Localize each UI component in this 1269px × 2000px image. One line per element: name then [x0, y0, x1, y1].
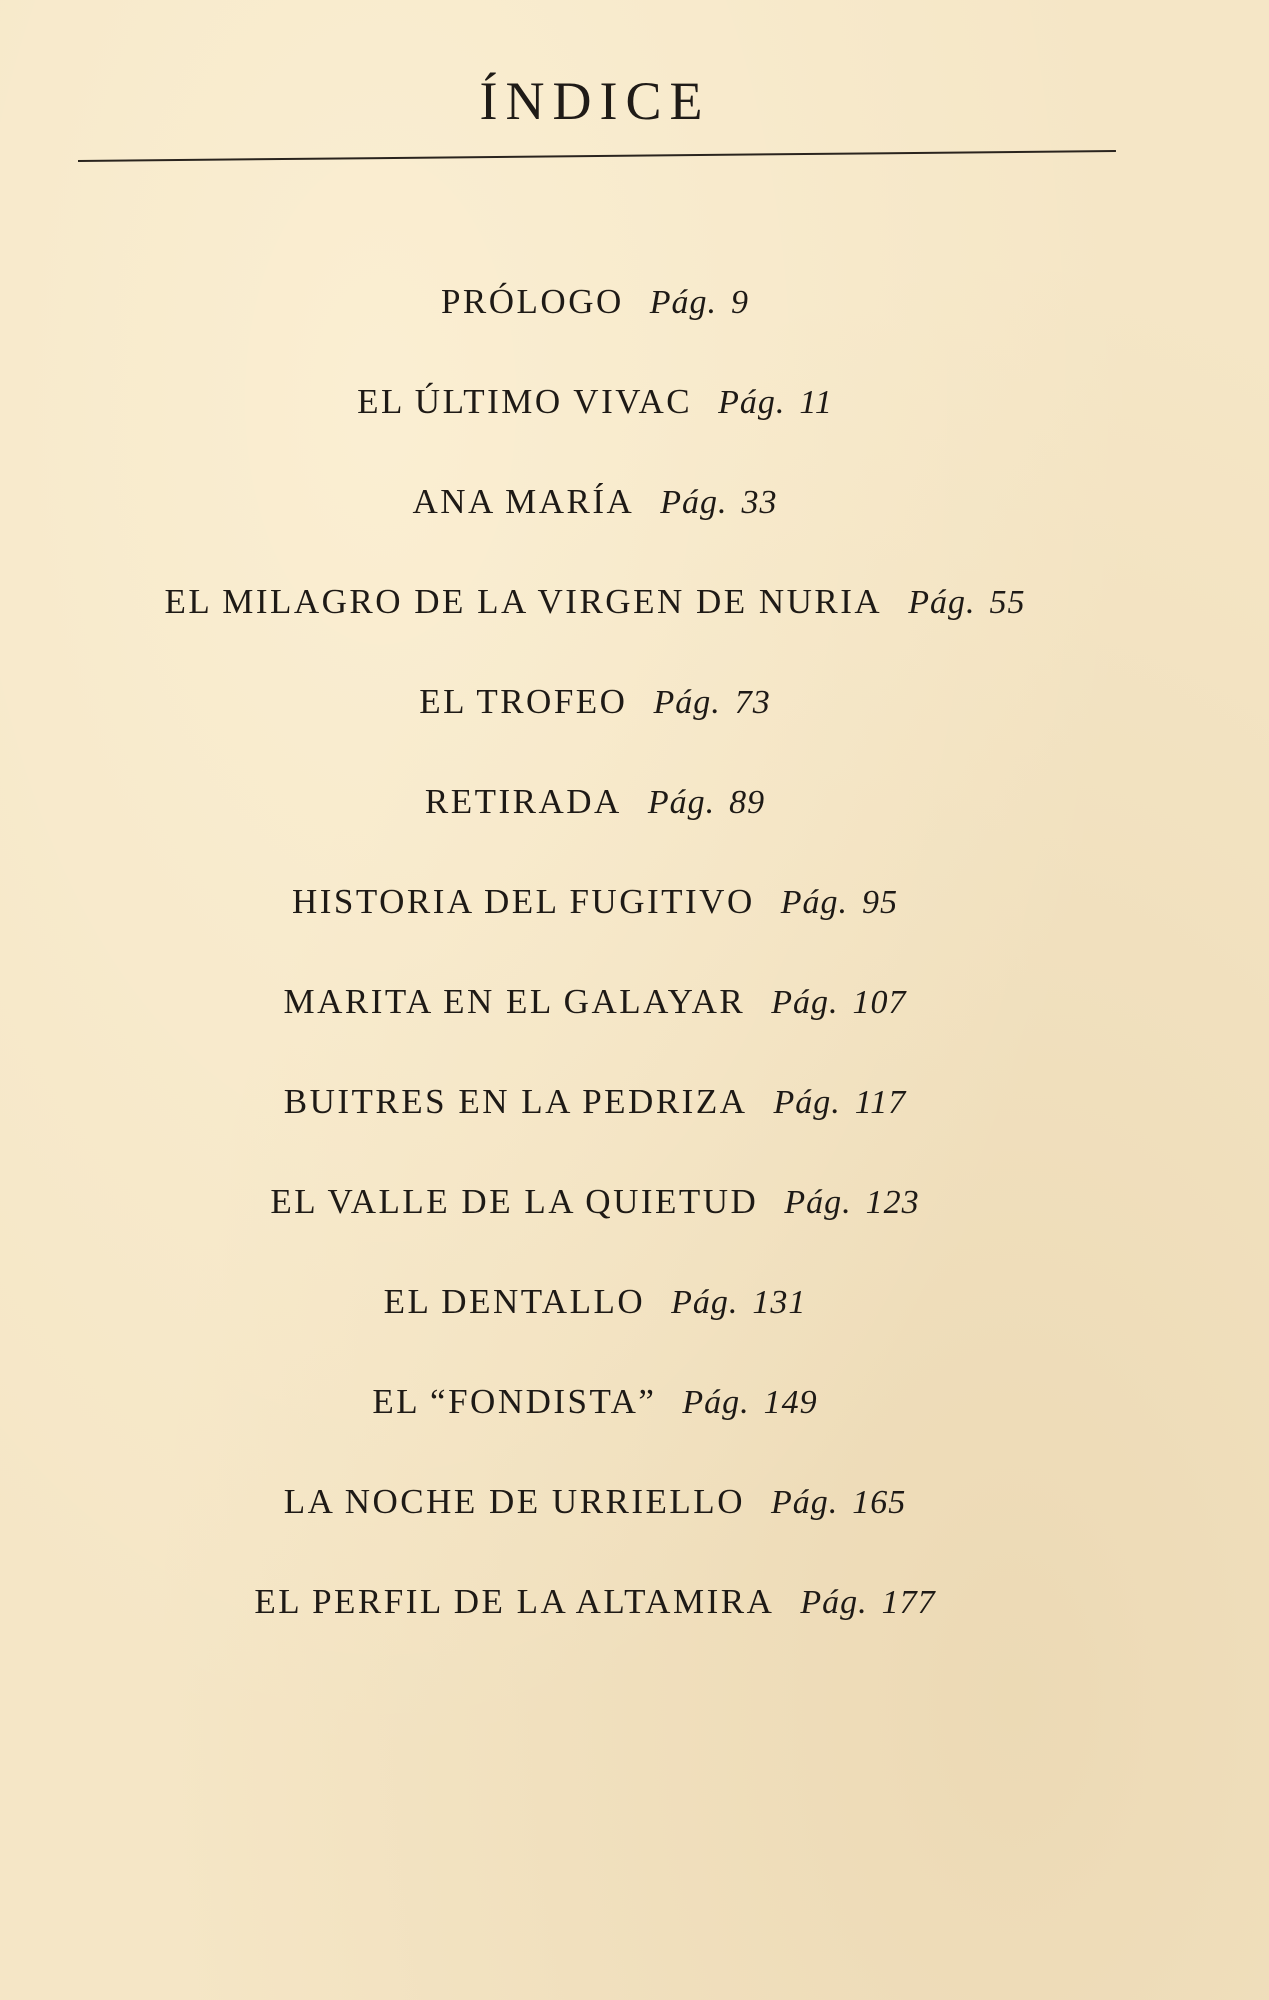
page-number: 131	[752, 1284, 807, 1321]
toc-entry-title: PRÓLOGO	[440, 282, 624, 321]
toc-entry-title: ANA MARÍA	[412, 482, 635, 521]
toc-entry-page	[800, 1584, 935, 1622]
toc-entry-dentallo	[0, 1282, 1190, 1382]
toc-entry-page	[718, 384, 833, 422]
page-number: 9	[731, 284, 750, 321]
toc-entry-ana-maria	[0, 482, 1190, 582]
toc-entry-noche-urriello	[0, 1482, 1190, 1582]
table-of-contents	[0, 282, 1190, 1682]
toc-entry-page	[773, 1084, 906, 1122]
toc-entry-milagro-virgen-nuria	[0, 582, 1190, 682]
page-number: 149	[763, 1384, 818, 1421]
toc-entry-page	[908, 584, 1025, 622]
toc-entry-buitres-pedriza	[0, 1082, 1190, 1182]
toc-entry-page	[771, 1484, 906, 1522]
toc-entry-page	[650, 284, 749, 322]
page-number: 177	[881, 1584, 936, 1621]
page-number: 33	[741, 484, 778, 521]
page-number: 11	[799, 384, 833, 421]
toc-entry-title: LA NOCHE DE URRIELLO	[283, 1482, 745, 1521]
toc-entry-fondista	[0, 1382, 1190, 1482]
page-number: 55	[989, 584, 1026, 621]
toc-entry-valle-quietud	[0, 1182, 1190, 1282]
page-number: 89	[729, 784, 766, 821]
page-number: 95	[862, 884, 899, 921]
toc-entry-title: RETIRADA	[424, 782, 622, 821]
page-number: 107	[852, 984, 907, 1021]
toc-entry-title: EL ÚLTIMO VIVAC	[357, 382, 693, 421]
page-prefix: Pág.	[647, 784, 716, 821]
page-prefix: Pág.	[773, 1084, 841, 1121]
toc-entry-page	[771, 984, 906, 1022]
toc-entry-page	[660, 484, 777, 522]
page-prefix: Pág.	[771, 984, 839, 1021]
toc-entry-retirada	[0, 782, 1190, 882]
toc-entry-page	[682, 1384, 817, 1422]
page-number: 165	[852, 1484, 907, 1521]
page-number: 73	[734, 684, 771, 721]
page-number: 117	[854, 1084, 907, 1121]
page-prefix: Pág.	[649, 284, 718, 321]
page-title: ÍNDICE	[479, 71, 711, 131]
toc-entry-title: EL TROFEO	[419, 682, 628, 721]
toc-entry-title: EL PERFIL DE LA ALTAMIRA	[254, 1582, 775, 1621]
toc-entry-prologo	[0, 282, 1190, 382]
page-prefix: Pág.	[682, 1384, 750, 1421]
page-prefix: Pág.	[770, 1484, 839, 1521]
page-prefix: Pág.	[780, 884, 849, 921]
page-prefix: Pág.	[660, 484, 728, 521]
toc-entry-page	[781, 884, 898, 922]
toc-entry-page	[648, 784, 765, 822]
toc-entry-page	[784, 1184, 919, 1222]
toc-entry-title: MARITA EN EL GALAYAR	[283, 982, 746, 1021]
page-prefix: Pág.	[800, 1584, 868, 1621]
page-number: 123	[865, 1184, 920, 1221]
toc-entry-title: EL DENTALLO	[383, 1282, 646, 1321]
toc-entry-marita-galayar	[0, 982, 1190, 1082]
toc-entry-perfil-altamira	[0, 1582, 1190, 1682]
toc-entry-title: EL VALLE DE LA QUIETUD	[270, 1182, 759, 1221]
page-prefix: Pág.	[784, 1184, 852, 1221]
page-prefix: Pág.	[718, 384, 786, 421]
toc-entry-title: BUITRES EN LA PEDRIZA	[283, 1082, 748, 1121]
toc-entry-title: EL MILAGRO DE LA VIRGEN DE NURIA	[164, 582, 883, 621]
toc-entry-page	[653, 684, 770, 722]
toc-entry-ultimo-vivac	[0, 382, 1190, 482]
toc-entry-title: EL “FONDISTA”	[372, 1382, 657, 1421]
toc-entry-historia-fugitivo	[0, 882, 1190, 982]
toc-entry-title: HISTORIA DEL FUGITIVO	[291, 882, 755, 921]
toc-entry-page	[671, 1284, 806, 1322]
page-prefix: Pág.	[653, 684, 721, 721]
page-prefix: Pág.	[908, 584, 976, 621]
title-rule	[78, 150, 1116, 162]
page-prefix: Pág.	[671, 1284, 739, 1321]
toc-entry-trofeo	[0, 682, 1190, 782]
